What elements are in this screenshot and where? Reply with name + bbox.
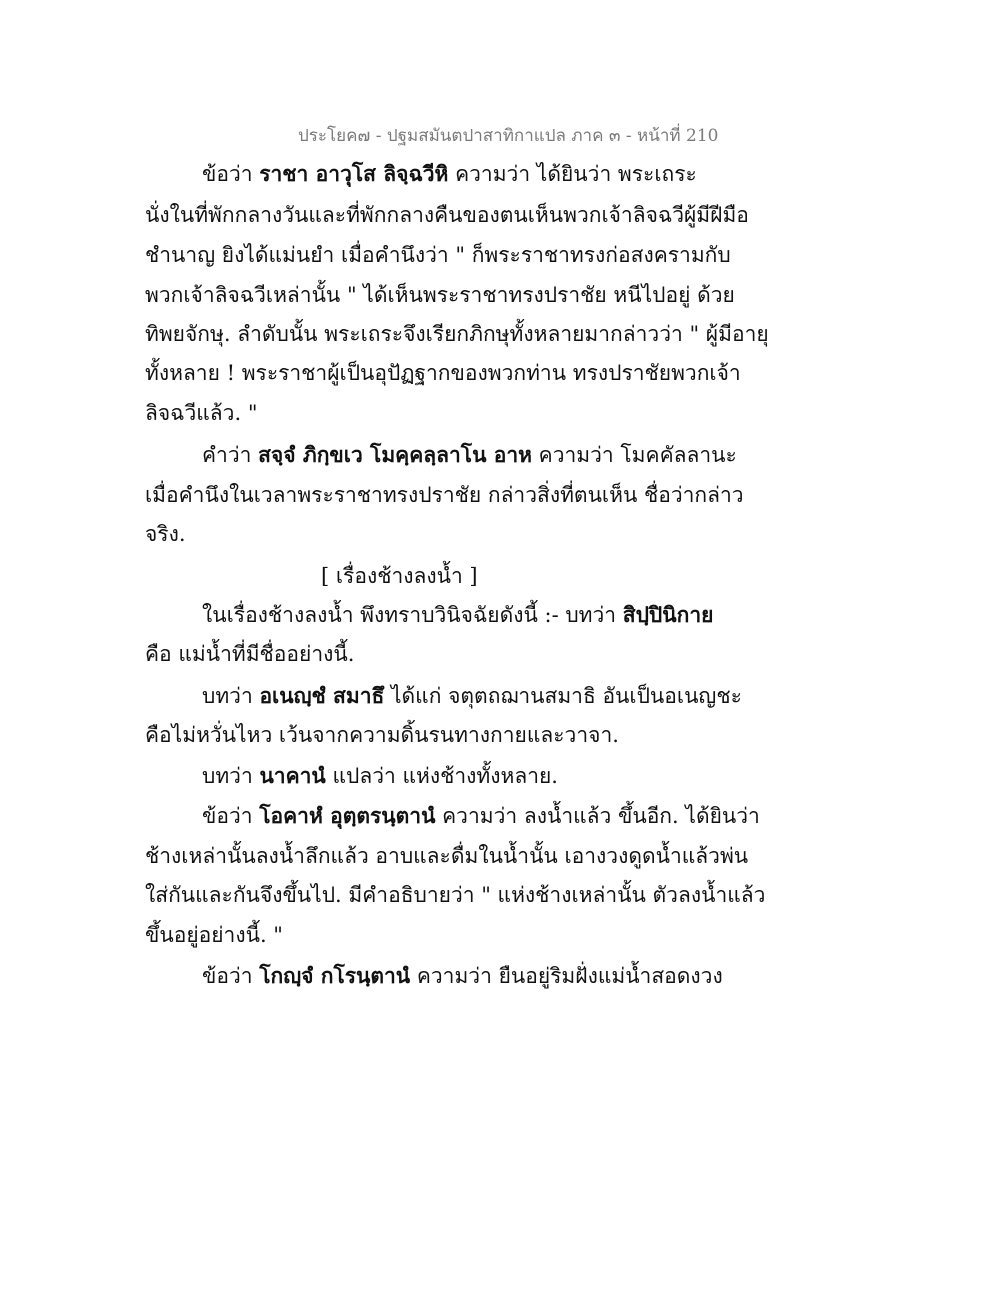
text: ข้อว่า — [202, 964, 260, 988]
paragraph-1-line-1 — [202, 160, 762, 188]
paragraph-2-line-2: เมื่อคำนึงในเวลาพระราชาทรงปราชัย กล่าวสิ่งที่ตนเห็น ชื่อว่ากล่าว — [145, 483, 744, 507]
text: บทว่า — [202, 684, 260, 708]
paragraph-1-line-3: ชำนาญ ยิงได้แม่นยำ เมื่อคำนึงว่า " ก็พระราชาทรงก่อสงครามกับ — [145, 243, 731, 267]
paragraph-6-line-3: ใส่กันและกันจึงขึ้นไป. มีคำอธิบายว่า " แห่งช้างเหล่านั้น ตัวลงน้ำแล้ว — [145, 883, 766, 907]
section-title: [ เรื่องช้างลงน้ำ ] — [321, 564, 478, 588]
text: ข้อว่า — [202, 804, 260, 828]
text: ข้อว่า — [202, 162, 260, 186]
pali-term: อเนญฺชํ สมาธึ — [259, 683, 385, 708]
pali-term: โอคาหํ อุตฺตรนฺตานํ — [259, 803, 436, 828]
paragraph-6-line-1 — [202, 802, 762, 830]
paragraph-1-line-6: ทั้งหลาย ! พระราชาผู้เป็นอุปัฏฐากของพวกท่าน ทรงปราชัยพวกเจ้า — [145, 361, 741, 385]
paragraph-4-line-1 — [202, 682, 762, 710]
paragraph-2-line-3: จริง. — [145, 522, 186, 546]
paragraph-1-line-2: นั่งในที่พักกลางวันและที่พักกลางคืนของตนเห็นพวกเจ้าลิจฉวีผู้มีฝีมือ — [145, 203, 749, 227]
text: ได้แก่ จตุตถฌานสมาธิ อันเป็นอเนญชะ — [384, 684, 742, 708]
paragraph-1-line-7: ลิจฉวีแล้ว. " — [145, 401, 258, 425]
pali-term: สิปฺปินิกาย — [622, 602, 714, 627]
page-header: ประโยค๗ - ปฐมสมันตปาสาทิกาแปล ภาค ๓ - หน้าที่ 210 — [298, 126, 719, 146]
text: แปลว่า แห่งช้างทั้งหลาย. — [325, 764, 558, 788]
pali-term: สจฺจํ ภิกฺขเว โมคฺคลฺลาโน อาห — [258, 442, 532, 467]
paragraph-6-line-4: ขึ้นอยู่อย่างนี้. " — [145, 923, 283, 947]
paragraph-1-line-5: ทิพยจักษุ. ลำดับนั้น พระเถระจึงเรียกภิกษุทั้งหลายมากล่าวว่า " ผู้มีอายุ — [145, 322, 769, 346]
paragraph-6-line-2: ช้างเหล่านั้นลงน้ำลึกแล้ว อาบและดื่มในน้ำนั้น เอางวงดูดน้ำแล้วพ่น — [145, 844, 749, 868]
text: ความว่า ยืนอยู่ริมฝั่งแม่น้ำสอดงวง — [410, 964, 723, 988]
pali-term: นาคานํ — [259, 763, 326, 788]
text: ความว่า โมคคัลลานะ — [531, 443, 737, 467]
text: ความว่า ลงน้ำแล้ว ขึ้นอีก. ได้ยินว่า — [435, 804, 760, 828]
paragraph-3-line-1 — [202, 601, 762, 629]
text: ในเรื่องช้างลงน้ำ พึงทราบวินิจฉัยดังนี้ :- บทว่า — [202, 603, 623, 627]
paragraph-4-line-2: คือไม่หวั่นไหว เว้นจากความดิ้นรนทางกายและวาจา. — [145, 723, 619, 747]
pali-term: โกญฺจํ กโรนฺตานํ — [259, 963, 411, 988]
text: คำว่า — [202, 443, 259, 467]
paragraph-2-line-1 — [202, 441, 762, 469]
paragraph-3-line-2: คือ แม่น้ำที่มีชื่ออย่างนี้. — [145, 642, 355, 666]
paragraph-1-line-4: พวกเจ้าลิจฉวีเหล่านั้น " ได้เห็นพระราชาทรงปราชัย หนีไปอยู่ ด้วย — [145, 283, 735, 307]
paragraph-5-line-1 — [202, 762, 762, 790]
paragraph-7-line-1 — [202, 962, 762, 990]
text: ความว่า ได้ยินว่า พระเถระ — [448, 162, 697, 186]
text: บทว่า — [202, 764, 260, 788]
pali-term: ราชา อาวุโส ลิจฺฉวีหิ — [259, 161, 449, 186]
